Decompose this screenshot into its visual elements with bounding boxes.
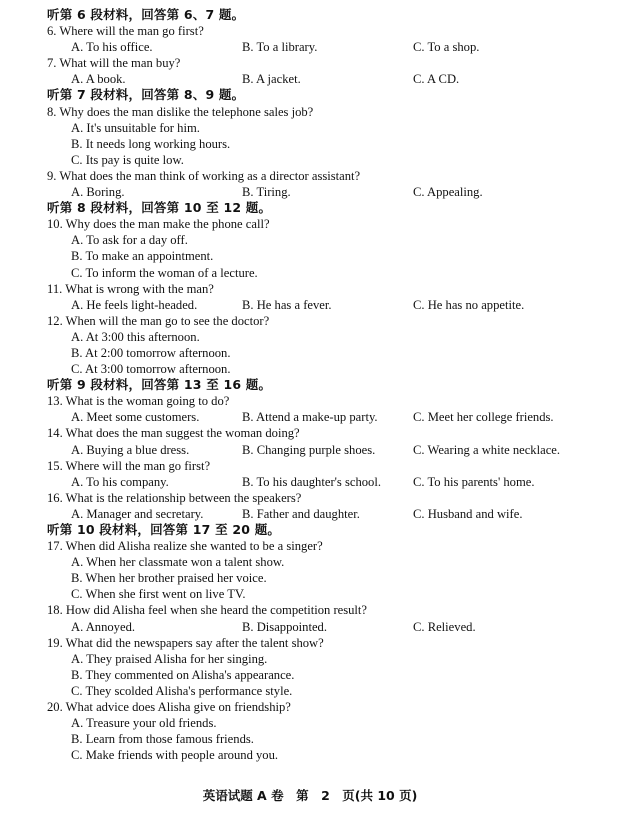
answer-option-b: B. To his daughter's school. (242, 474, 381, 489)
answer-option: A. At 3:00 this afternoon. (71, 329, 200, 344)
page-footer: 英语试题 A 卷 第 2 页(共 10 页) (202, 788, 418, 803)
answer-option-a: A. To his office. (71, 40, 153, 55)
section-heading: 听第 10 段材料，回答第 17 至 20 题。 (47, 522, 281, 537)
question-stem: 17. When did Alisha realize she wanted to be a singer? (47, 539, 323, 554)
answer-option: B. Learn from those famous friends. (71, 732, 254, 747)
answer-option-c: C. Relieved. (413, 619, 476, 634)
answer-options-row (47, 619, 607, 635)
answer-option: B. They commented on Alisha's appearance. (71, 667, 295, 682)
answer-option-b: B. A jacket. (242, 72, 301, 87)
answer-option: A. Treasure your old friends. (71, 716, 217, 731)
answer-option: C. At 3:00 tomorrow afternoon. (71, 362, 231, 377)
answer-option-b: B. Changing purple shoes. (242, 442, 376, 457)
answer-options-row (47, 297, 607, 313)
question-stem: 19. What did the newspapers say after the talent show? (47, 635, 324, 650)
answer-option-a: A. He feels light-headed. (71, 297, 198, 312)
section-heading: 听第 8 段材料，回答第 10 至 12 题。 (47, 200, 272, 216)
answer-option: B. At 2:00 tomorrow afternoon. (71, 345, 231, 360)
answer-option: A. It's unsuitable for him. (71, 120, 200, 135)
answer-options-row (47, 39, 607, 55)
question-stem: 18. How did Alisha feel when she heard the competition result? (47, 603, 368, 618)
answer-options-row (47, 409, 607, 425)
answer-option: B. It needs long working hours. (71, 136, 231, 151)
question-stem: 11. What is wrong with the man? (47, 281, 214, 296)
answer-option-c: C. Appealing. (413, 185, 483, 200)
question-stem: 15. Where will the man go first? (47, 458, 211, 473)
answer-option-c: C. A CD. (413, 72, 460, 87)
question-stem: 16. What is the relationship between the speakers? (47, 490, 302, 505)
answer-option-a: A. Buying a blue dress. (71, 442, 190, 457)
question-stem: 12. When will the man go to see the doctor? (47, 313, 270, 328)
answer-options-row (47, 71, 607, 87)
answer-option-c: C. To a shop. (413, 40, 480, 55)
answer-option-a: A. Boring. (71, 185, 125, 200)
answer-option-a: A. Meet some customers. (71, 410, 200, 425)
answer-option-a: A. Annoyed. (71, 619, 136, 634)
answer-option: C. When she first went on live TV. (71, 587, 246, 602)
question-stem: 14. What does the man suggest the woman doing? (47, 426, 300, 441)
answer-option: A. To ask for a day off. (71, 233, 188, 248)
answer-options-row (47, 474, 607, 490)
answer-option: C. They scolded Alisha's performance style. (71, 683, 293, 698)
answer-option: C. Make friends with people around you. (71, 748, 279, 763)
answer-option-b: B. Tiring. (242, 185, 291, 200)
answer-option: A. When her classmate won a talent show. (71, 555, 285, 570)
question-stem: 8. Why does the man dislike the telephone sales job? (47, 104, 314, 119)
answer-option-a: A. Manager and secretary. (71, 506, 204, 521)
section-heading: 听第 7 段材料，回答第 8、9 题。 (47, 87, 245, 103)
answer-option-c: C. Meet her college friends. (413, 410, 554, 425)
answer-option: C. Its pay is quite low. (71, 152, 184, 167)
answer-option-a: A. A book. (71, 72, 126, 87)
answer-option-b: B. Disappointed. (242, 619, 328, 634)
answer-option-c: C. To his parents' home. (413, 474, 535, 489)
section-heading: 听第 6 段材料，回答第 6、7 题。 (47, 7, 245, 22)
answer-option-b: B. He has a fever. (242, 297, 332, 312)
question-stem: 7. What will the man buy? (47, 56, 181, 71)
answer-option-b: B. Father and daughter. (242, 506, 360, 521)
section-heading: 听第 9 段材料，回答第 13 至 16 题。 (47, 377, 272, 393)
answer-option: C. To inform the woman of a lecture. (71, 265, 258, 280)
answer-options-row (47, 506, 607, 522)
answer-option-c: C. He has no appetite. (413, 297, 525, 312)
question-stem: 6. Where will the man go first? (47, 24, 204, 39)
question-stem: 20. What advice does Alisha give on friendship? (47, 700, 291, 715)
answer-options-row (47, 184, 607, 200)
answer-option-b: B. To a library. (242, 40, 318, 55)
answer-options-row (47, 442, 607, 458)
question-stem: 10. Why does the man make the phone call? (47, 217, 270, 232)
answer-option: B. When her brother praised her voice. (71, 571, 267, 586)
answer-option-b: B. Attend a make-up party. (242, 410, 378, 425)
answer-option-c: C. Wearing a white necklace. (413, 442, 561, 457)
question-stem: 9. What does the man think of working as a director assistant? (47, 168, 361, 183)
answer-option-c: C. Husband and wife. (413, 506, 523, 521)
answer-option-a: A. To his company. (71, 474, 169, 489)
exam-page-content (47, 7, 607, 763)
question-stem: 13. What is the woman going to do? (47, 394, 230, 409)
answer-option: A. They praised Alisha for her singing. (71, 651, 268, 666)
answer-option: B. To make an appointment. (71, 249, 214, 264)
